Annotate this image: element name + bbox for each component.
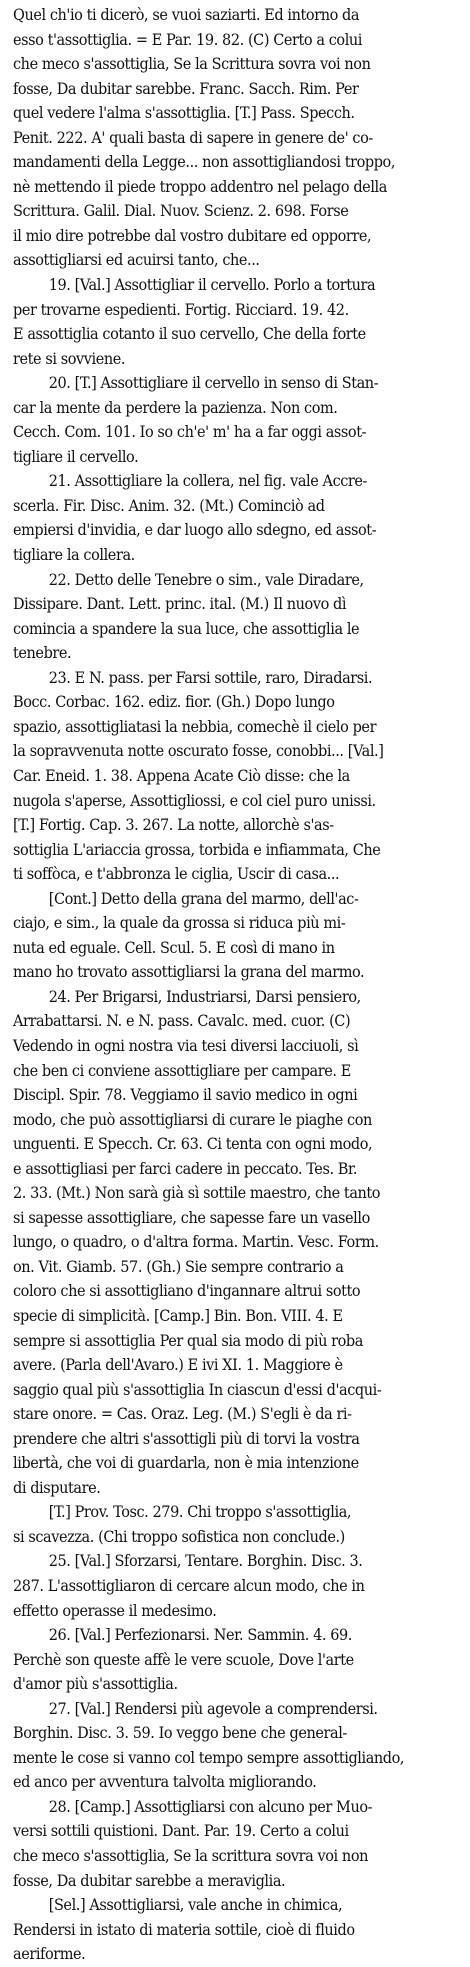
text-line: 25. [Val.] Sforzarsi, Tentare. Borghin. Disc. 3. xyxy=(48,1552,363,1571)
text-line: 28. [Camp.] Assottigliarsi con alcuno per Muo- xyxy=(48,1797,373,1816)
text-line: aeriforme. xyxy=(13,1945,86,1964)
text-line: saggio qual più s'assottiglia In ciascun d'essi d'acqui- xyxy=(13,1380,382,1399)
text-line: tigliare la collera. xyxy=(13,546,135,565)
text-line: esso t'assottiglia. = E Par. 19. 82. (C) Certo a colui xyxy=(13,30,363,49)
text-line: si scavezza. (Chi troppo sofistica non conclude.) xyxy=(13,1527,345,1546)
text-line: la sopravvenuta notte oscurato fosse, conobbi... [Val.] xyxy=(13,742,384,761)
text-line: Vedendo in ogni nostra via tesi diversi lacciuoli, sì xyxy=(13,1036,359,1055)
text-line: per trovarne espedienti. Fortig. Ricciard. 19. 42. xyxy=(13,300,349,319)
text-line: mano ho trovato assottigliarsi la grana del marmo. xyxy=(13,963,365,982)
text-line: nè mettendo il piede troppo addentro nel pelago della xyxy=(13,177,387,196)
text-line: mandamenti della Legge... non assottigliandosi troppo, xyxy=(13,153,396,172)
text-line: scerla. Fir. Disc. Anim. 32. (Mt.) Cominciò ad xyxy=(13,496,325,515)
text-line: d'amor più s'assottiglia. xyxy=(13,1675,178,1694)
text-line: si sapesse assottigliare, che sapesse fare un vasello xyxy=(13,1208,370,1227)
text-line: Rendersi in istato di materia sottile, cioè di fluido xyxy=(13,1920,355,1939)
text-line: Quel ch'io ti dicerò, se vuoi saziarti. Ed intorno da xyxy=(13,6,360,24)
text-line: quel vedere l'alma s'assottiglia. [T.] Pass. Specch. xyxy=(13,104,355,123)
text-line: che meco s'assottiglia, Se la scrittura sovra voi non xyxy=(13,1847,369,1866)
text-line: stare onore. = Cas. Oraz. Leg. (M.) S'egli è da ri- xyxy=(13,1405,352,1424)
text-line: di disputare. xyxy=(13,1478,101,1497)
text-line: [T.] Fortig. Cap. 3. 267. La notte, allorchè s'as- xyxy=(13,816,334,835)
text-line: 23. E N. pass. per Farsi sottile, raro, Diradarsi. xyxy=(48,668,373,687)
text-line: 27. [Val.] Rendersi più agevole a comprendersi. xyxy=(48,1699,378,1718)
text-line: fosse, Da dubitar sarebbe a meraviglia. xyxy=(13,1871,286,1890)
text-line: Discipl. Spir. 78. Veggiamo il savio medico in ogni xyxy=(13,1086,358,1105)
text-line: Arrabattarsi. N. e N. pass. Cavalc. med. cuor. (C) xyxy=(13,1012,351,1031)
text-line: tenebre. xyxy=(13,644,72,663)
text-line: e assottigliasi per farci cadere in peccato. Tes. Br. xyxy=(13,1159,358,1178)
text-line: Dissipare. Dant. Lett. princ. ital. (M.) Il nuovo dì xyxy=(13,595,347,614)
text-line: comincia a spandere la sua luce, che assottiglia le xyxy=(13,619,360,638)
text-line: 26. [Val.] Perfezionarsi. Ner. Sammin. 4. 69. xyxy=(48,1626,352,1645)
text-line: [Cont.] Detto della grana del marmo, dell'ac- xyxy=(48,889,359,908)
text-line: nugola s'aperse, Assottigliossi, e col ciel puro unissi. xyxy=(13,791,376,810)
text-line: [Sel.] Assottigliarsi, vale anche in chimica, xyxy=(48,1896,343,1915)
text-line: mente le cose si vanno col tempo sempre assottigliando, xyxy=(13,1748,405,1767)
text-line: Perchè son queste affè le vere scuole, Dove l'arte xyxy=(13,1650,354,1669)
text-line: tigliare il cervello. xyxy=(13,447,139,466)
text-line: ed anco per avventura talvolta migliorando. xyxy=(13,1773,317,1792)
text-line: E assottiglia cotanto il suo cervello, Che della forte xyxy=(13,325,366,344)
text-line: on. Vit. Giamb. 57. (Gh.) Sie sempre contrario a xyxy=(13,1257,344,1276)
text-line: unguenti. E Specch. Cr. 63. Ci tenta con ogni modo, xyxy=(13,1135,373,1154)
text-line: ciajo, e sim., la quale da grossa si riduca più mi- xyxy=(13,914,346,933)
text-line: il mio dire potrebbe dal vostro dubitare ed opporre, xyxy=(13,226,372,245)
text-line: prendere che altri s'assottigli più di torvi la vostra xyxy=(13,1429,360,1448)
text-line: modo, che può assottigliarsi di curare le piaghe con xyxy=(13,1110,372,1129)
text-line: 2. 33. (Mt.) Non sarà già sì sottile maestro, che tanto xyxy=(13,1184,381,1203)
text-line: rete si sovviene. xyxy=(13,349,126,368)
text-line: car la mente da perdere la pazienza. Non com. xyxy=(13,398,338,417)
text-line: sottiglia L'ariaccia grossa, torbida e infiammata, Che xyxy=(13,840,381,859)
text-line: ti soffòca, e t'abbronza le ciglia, Uscir di casa... xyxy=(13,865,340,884)
text-line: fosse, Da dubitar sarebbe. Franc. Sacch. Rim. Per xyxy=(13,79,359,98)
text-line: Cecch. Com. 101. Io so ch'e' m' ha a far oggi assot- xyxy=(13,423,367,442)
text-line: versi sottili quistioni. Dant. Par. 19. Certo a colui xyxy=(13,1822,349,1841)
text-line: 20. [T.] Assottigliare il cervello in senso di Stan- xyxy=(48,374,379,393)
text-line: Car. Eneid. 1. 38. Appena Acate Ciò disse: che la xyxy=(13,766,350,785)
text-line: 22. Detto delle Tenebre o sim., vale Diradare, xyxy=(48,570,364,589)
text-line: 24. Per Brigarsi, Industriarsi, Darsi pensiero, xyxy=(48,987,361,1006)
text-line: libertà, che voi di guardarla, non è mia intenzione xyxy=(13,1454,359,1473)
text-line: avere. (Parla dell'Avaro.) E ivi XI. 1. Maggiore è xyxy=(13,1356,343,1375)
text-line: 21. Assottigliare la collera, nel fig. vale Accre- xyxy=(48,472,368,491)
text-line: spazio, assottigliatasi la nebbia, comechè il cielo per xyxy=(13,717,377,736)
text-line: [T.] Prov. Tosc. 279. Chi troppo s'assottiglia, xyxy=(48,1503,352,1522)
text-line: Penit. 222. A' quali basta di sapere in genere de' co- xyxy=(13,128,373,147)
text-line: 287. L'assottigliaron di cercare alcun modo, che in xyxy=(13,1577,365,1595)
text-line: effetto operasse il medesimo. xyxy=(13,1601,217,1620)
text-line: che ben ci conviene assottigliare per campare. E xyxy=(13,1061,351,1080)
text-line: coloro che si assottigliano d'ingannare altrui sotto xyxy=(13,1282,361,1301)
text-line: lungo, o quadro, o d'altra forma. Martin. Vesc. Form. xyxy=(13,1233,379,1252)
text-line: 19. [Val.] Assottigliar il cervello. Porlo a tortura xyxy=(48,276,376,295)
text-line: assottigliarsi ed acuirsi tanto, che... xyxy=(13,251,260,270)
text-line: sempre si assottiglia Per qual sia modo di più roba xyxy=(13,1331,363,1350)
text-line: che meco s'assottiglia, Se la Scrittura sovra voi non xyxy=(13,55,371,74)
text-line: nuta ed eguale. Cell. Scul. 5. E così di mano in xyxy=(13,938,335,957)
text-line: Scrittura. Galil. Dial. Nuov. Scienz. 2. 698. Forse xyxy=(13,202,349,221)
text-line: Bocc. Corbac. 162. ediz. fior. (Gh.) Dopo lungo xyxy=(13,693,335,712)
text-line: empiersi d'invidia, e dar luogo allo sdegno, ed assot- xyxy=(13,521,377,540)
text-line: Borghin. Disc. 3. 59. Io veggo bene che general- xyxy=(13,1724,347,1743)
text-line: specie di simplicità. [Camp.] Bin. Bon. VIII. 4. E xyxy=(13,1306,343,1325)
